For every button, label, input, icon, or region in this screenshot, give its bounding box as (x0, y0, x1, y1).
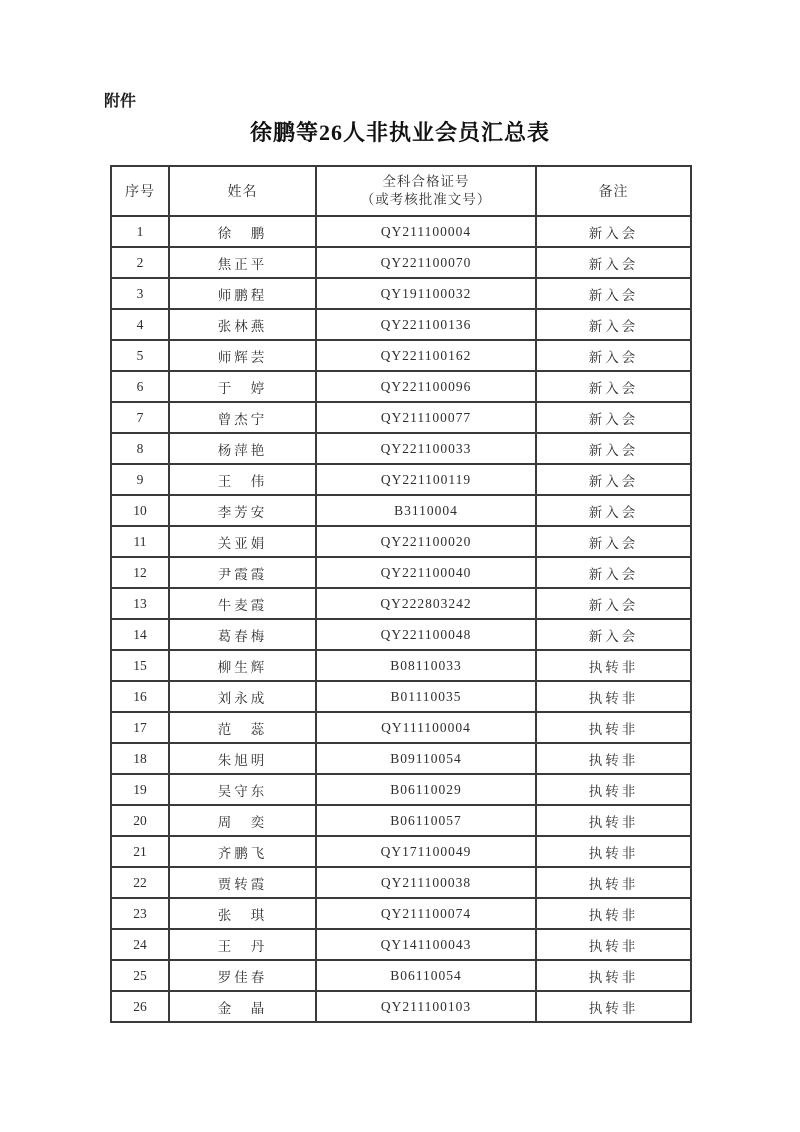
row-name-cell: 尹霞霞 (169, 557, 316, 588)
row-cert-cell: QY211100038 (316, 867, 536, 898)
row-cert-cell: QY221100040 (316, 557, 536, 588)
row-name-cell: 周 奕 (169, 805, 316, 836)
row-seq-cell: 18 (111, 743, 169, 774)
table-row (111, 991, 691, 1022)
row-seq-cell: 16 (111, 681, 169, 712)
row-cert-cell: QY111100004 (316, 712, 536, 743)
table-row (111, 619, 691, 650)
table-row (111, 278, 691, 309)
table-row (111, 743, 691, 774)
row-remark-cell: 新入会 (536, 278, 691, 309)
row-name-cell: 张林燕 (169, 309, 316, 340)
table-row (111, 929, 691, 960)
row-name-cell: 王 丹 (169, 929, 316, 960)
row-name-cell: 齐鹏飞 (169, 836, 316, 867)
row-cert-cell: B3110004 (316, 495, 536, 526)
row-cert-cell: QY221100048 (316, 619, 536, 650)
row-seq-cell: 7 (111, 402, 169, 433)
row-seq-cell: 14 (111, 619, 169, 650)
table-body (111, 216, 691, 1022)
row-name-cell: 牛麦霞 (169, 588, 316, 619)
row-seq-cell: 6 (111, 371, 169, 402)
row-remark-cell: 执转非 (536, 743, 691, 774)
table-row (111, 774, 691, 805)
row-seq-cell: 3 (111, 278, 169, 309)
row-name-cell: 王 伟 (169, 464, 316, 495)
row-cert-cell: QY171100049 (316, 836, 536, 867)
row-name-cell: 金 晶 (169, 991, 316, 1022)
header-cert-line2: （或考核批准文号） (360, 192, 492, 207)
row-cert-cell: QY221100136 (316, 309, 536, 340)
row-name-cell: 于 婷 (169, 371, 316, 402)
row-seq-cell: 8 (111, 433, 169, 464)
row-remark-cell: 新入会 (536, 619, 691, 650)
header-seq: 序号 (111, 166, 169, 216)
row-remark-cell: 执转非 (536, 712, 691, 743)
table-row (111, 681, 691, 712)
row-remark-cell: 新入会 (536, 433, 691, 464)
table-row (111, 898, 691, 929)
row-name-cell: 师鹏程 (169, 278, 316, 309)
table-row (111, 867, 691, 898)
row-name-cell: 贾转霞 (169, 867, 316, 898)
row-seq-cell: 1 (111, 216, 169, 247)
row-remark-cell: 新入会 (536, 309, 691, 340)
row-remark-cell: 新入会 (536, 495, 691, 526)
row-remark-cell: 执转非 (536, 898, 691, 929)
row-remark-cell: 执转非 (536, 774, 691, 805)
table-row (111, 309, 691, 340)
row-cert-cell: QY221100020 (316, 526, 536, 557)
row-remark-cell: 新入会 (536, 464, 691, 495)
page-title: 徐鹏等26人非执业会员汇总表 (249, 120, 550, 145)
row-cert-cell: QY211100004 (316, 216, 536, 247)
row-cert-cell: B09110054 (316, 743, 536, 774)
row-remark-cell: 执转非 (536, 991, 691, 1022)
row-cert-cell: QY211100103 (316, 991, 536, 1022)
row-remark-cell: 新入会 (536, 402, 691, 433)
row-name-cell: 罗佳春 (169, 960, 316, 991)
row-name-cell: 葛春梅 (169, 619, 316, 650)
header-cert-line1: 全科合格证号 (382, 173, 470, 189)
row-seq-cell: 26 (111, 991, 169, 1022)
table-row (111, 805, 691, 836)
row-name-cell: 李芳安 (169, 495, 316, 526)
header-row (111, 166, 691, 216)
row-name-cell: 范 蕊 (169, 712, 316, 743)
header-remark: 备注 (536, 166, 691, 216)
row-cert-cell: B06110054 (316, 960, 536, 991)
row-remark-cell: 新入会 (536, 371, 691, 402)
row-remark-cell: 新入会 (536, 216, 691, 247)
row-name-cell: 关亚娟 (169, 526, 316, 557)
row-cert-cell: B01110035 (316, 681, 536, 712)
row-name-cell: 徐 鹏 (169, 216, 316, 247)
table-row (111, 216, 691, 247)
row-cert-cell: QY221100033 (316, 433, 536, 464)
header-name: 姓名 (169, 166, 316, 216)
row-name-cell: 朱旭明 (169, 743, 316, 774)
table-row (111, 340, 691, 371)
row-name-cell: 吴守东 (169, 774, 316, 805)
table-row (111, 526, 691, 557)
row-remark-cell: 执转非 (536, 960, 691, 991)
table-row (111, 371, 691, 402)
row-remark-cell: 新入会 (536, 557, 691, 588)
row-seq-cell: 25 (111, 960, 169, 991)
row-cert-cell: QY221100119 (316, 464, 536, 495)
table-row (111, 712, 691, 743)
row-name-cell: 师辉芸 (169, 340, 316, 371)
row-remark-cell: 执转非 (536, 650, 691, 681)
row-seq-cell: 10 (111, 495, 169, 526)
row-remark-cell: 新入会 (536, 247, 691, 278)
row-name-cell: 柳生辉 (169, 650, 316, 681)
row-seq-cell: 5 (111, 340, 169, 371)
table-row (111, 960, 691, 991)
table-header (111, 166, 691, 216)
row-cert-cell: QY221100070 (316, 247, 536, 278)
table-row (111, 433, 691, 464)
row-seq-cell: 19 (111, 774, 169, 805)
row-cert-cell: QY221100162 (316, 340, 536, 371)
row-cert-cell: QY191100032 (316, 278, 536, 309)
table-row (111, 557, 691, 588)
row-remark-cell: 执转非 (536, 805, 691, 836)
row-cert-cell: QY211100077 (316, 402, 536, 433)
row-cert-cell: QY222803242 (316, 588, 536, 619)
header-cert (316, 166, 536, 216)
attachment-label: 附件 (104, 93, 137, 110)
row-remark-cell: 执转非 (536, 867, 691, 898)
row-seq-cell: 2 (111, 247, 169, 278)
row-name-cell: 张 琪 (169, 898, 316, 929)
row-seq-cell: 11 (111, 526, 169, 557)
row-remark-cell: 新入会 (536, 588, 691, 619)
row-seq-cell: 23 (111, 898, 169, 929)
row-cert-cell: QY221100096 (316, 371, 536, 402)
row-seq-cell: 4 (111, 309, 169, 340)
row-cert-cell: B08110033 (316, 650, 536, 681)
row-seq-cell: 13 (111, 588, 169, 619)
row-seq-cell: 21 (111, 836, 169, 867)
row-seq-cell: 17 (111, 712, 169, 743)
table-row (111, 464, 691, 495)
row-seq-cell: 9 (111, 464, 169, 495)
row-seq-cell: 20 (111, 805, 169, 836)
table-row (111, 495, 691, 526)
row-cert-cell: QY141100043 (316, 929, 536, 960)
table-row (111, 402, 691, 433)
row-remark-cell: 执转非 (536, 929, 691, 960)
table-row (111, 650, 691, 681)
row-cert-cell: QY211100074 (316, 898, 536, 929)
table-row (111, 836, 691, 867)
row-remark-cell: 新入会 (536, 340, 691, 371)
row-cert-cell: B06110029 (316, 774, 536, 805)
row-name-cell: 杨萍艳 (169, 433, 316, 464)
row-remark-cell: 新入会 (536, 526, 691, 557)
row-seq-cell: 24 (111, 929, 169, 960)
row-name-cell: 刘永成 (169, 681, 316, 712)
table-row (111, 588, 691, 619)
row-seq-cell: 12 (111, 557, 169, 588)
members-table (110, 165, 692, 1023)
table-row (111, 247, 691, 278)
row-seq-cell: 15 (111, 650, 169, 681)
row-cert-cell: B06110057 (316, 805, 536, 836)
row-seq-cell: 22 (111, 867, 169, 898)
row-name-cell: 曾杰宁 (169, 402, 316, 433)
row-remark-cell: 执转非 (536, 836, 691, 867)
row-name-cell: 焦正平 (169, 247, 316, 278)
row-remark-cell: 执转非 (536, 681, 691, 712)
